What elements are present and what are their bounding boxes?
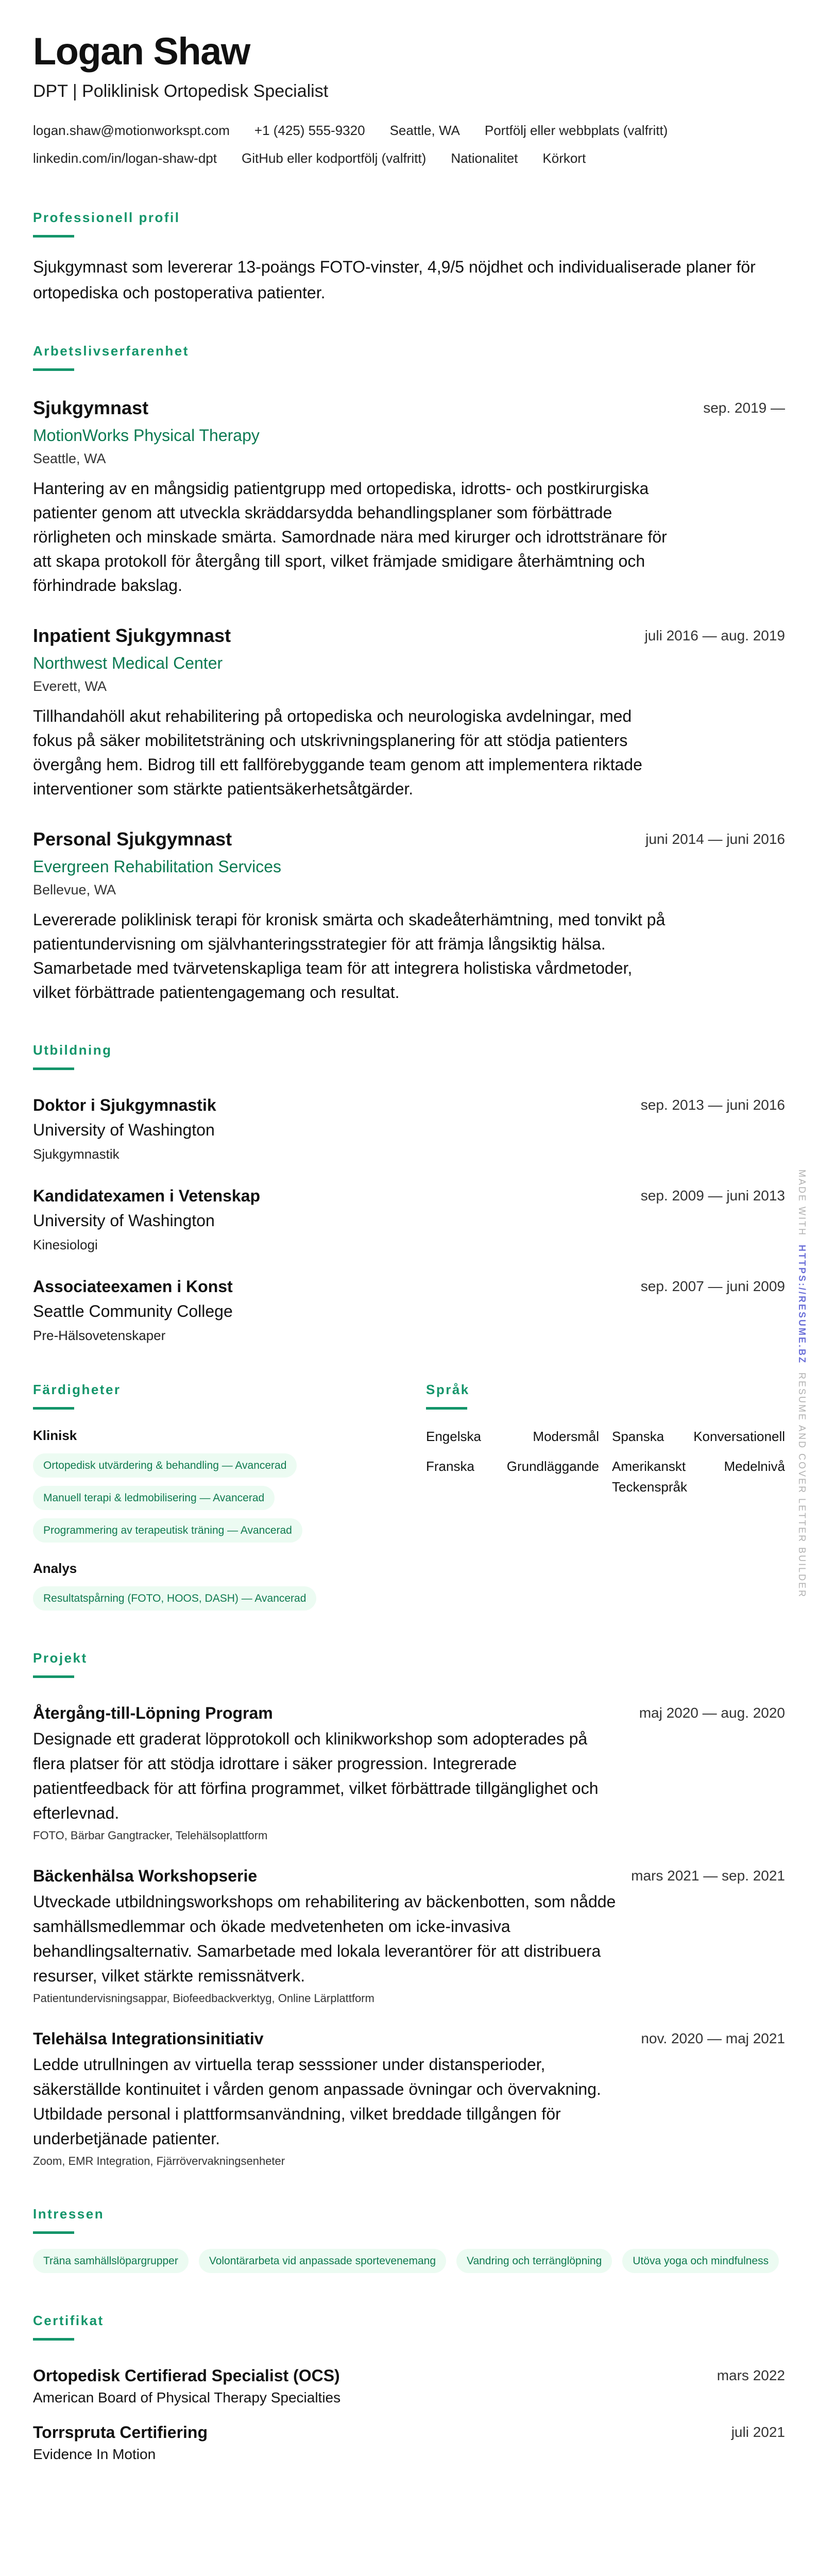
contact-phone: +1 (425) 555-9320 <box>254 123 365 138</box>
section-heading: Projekt <box>33 1650 88 1666</box>
certificate-entry <box>33 2422 785 2463</box>
profile-section <box>33 208 785 306</box>
skills-languages-row <box>33 1344 785 1611</box>
certificate-issuer: American Board of Physical Therapy Specialties <box>33 2389 341 2405</box>
interest-chip: Utöva yoga och mindfulness <box>622 2249 779 2273</box>
builder-watermark <box>796 1170 807 1598</box>
skill-chip-list <box>33 1586 426 1611</box>
certificate-date: mars 2022 <box>717 2367 785 2383</box>
project-date: maj 2020 — aug. 2020 <box>639 1705 785 1721</box>
language-name: Franska <box>426 1459 474 1474</box>
contact-list <box>33 116 785 172</box>
project-title: Återgång-till-Löpning Program <box>33 1704 273 1722</box>
section-divider <box>33 1067 74 1070</box>
degree-title: Associateexamen i Konst <box>33 1277 233 1296</box>
interest-chip: Vandring och terränglöpning <box>456 2249 612 2273</box>
skill-chip: Programmering av terapeutisk träning — Avancerad <box>33 1518 302 1543</box>
projects-section <box>33 1649 785 2168</box>
section-heading: Professionell profil <box>33 210 180 225</box>
project-title: Telehälsa Integrationsinitiativ <box>33 2029 264 2048</box>
watermark-link[interactable]: HTTPS://RESUME.BZ <box>797 1245 807 1365</box>
job-company: Evergreen Rehabilitation Services <box>33 857 282 876</box>
job-title: Personal Sjukgymnast <box>33 828 232 850</box>
section-heading: Färdigheter <box>33 1382 121 1397</box>
education-entry <box>33 1276 785 1344</box>
project-entry <box>33 1703 785 1843</box>
job-entry <box>33 828 785 1005</box>
certificate-title: Ortopedisk Certifierad Specialist (OCS) <box>33 2366 340 2385</box>
profile-text: Sjukgymnast som levererar 13-poängs FOTO-vinster, 4,9/5 nöjdhet och individualiserade planer för ortopediska och postoperativa patienter. <box>33 258 756 302</box>
section-divider <box>33 2231 74 2234</box>
contact-portfolio[interactable]: Portfölj eller webbplats (valfritt) <box>484 123 668 138</box>
field-of-study: Kinesiologi <box>33 1237 98 1252</box>
job-entry <box>33 624 785 801</box>
education-entry <box>33 1185 785 1253</box>
certificate-issuer: Evidence In Motion <box>33 2446 156 2462</box>
contact-linkedin[interactable]: linkedin.com/in/logan-shaw-dpt <box>33 150 217 166</box>
job-date: juni 2014 — juni 2016 <box>645 831 785 847</box>
section-heading: Utbildning <box>33 1042 112 1058</box>
project-date: mars 2021 — sep. 2021 <box>631 1868 785 1884</box>
project-tech: FOTO, Bärbar Gangtracker, Telehälsoplattform <box>33 1829 268 1842</box>
certificate-date: juli 2021 <box>731 2424 785 2440</box>
school-name: Seattle Community College <box>33 1302 233 1320</box>
job-company: Northwest Medical Center <box>33 654 223 672</box>
section-divider <box>33 1675 74 1678</box>
language-item <box>426 1456 599 1497</box>
job-title: Sjukgymnast <box>33 397 149 418</box>
resume-page <box>33 0 785 2476</box>
skill-chip-list <box>33 1453 426 1543</box>
skill-chip: Ortopedisk utvärdering & behandling — Avancerad <box>33 1453 297 1478</box>
section-heading: Intressen <box>33 2206 105 2222</box>
watermark-prefix: MADE WITH <box>797 1170 807 1236</box>
language-item <box>612 1456 785 1497</box>
section-divider <box>33 368 74 371</box>
certificate-title: Torrspruta Certifiering <box>33 2423 208 2442</box>
skill-group-title: Klinisk <box>33 1428 77 1443</box>
language-name: Amerikanskt Teckenspråk <box>612 1459 687 1495</box>
contact-location: Seattle, WA <box>389 123 460 138</box>
project-description: Ledde utrullningen av virtuella terap sesssioner under distansperioder, säkerställde kontinuitet i vården genom anpassade övningar och övervakning. Utbildade personal i plattformsanvändning, vilket breddade tillgången för underbetjänade patienter. <box>33 2055 601 2148</box>
job-location: Seattle, WA <box>33 451 106 466</box>
contact-email[interactable]: logan.shaw@motionworkspt.com <box>33 123 230 138</box>
degree-title: Kandidatexamen i Vetenskap <box>33 1187 261 1205</box>
interests-section <box>33 2205 785 2273</box>
languages-section <box>426 1344 785 1611</box>
section-divider <box>33 1407 74 1410</box>
job-location: Bellevue, WA <box>33 882 116 897</box>
skill-chip: Resultatspårning (FOTO, HOOS, DASH) — Avancerad <box>33 1586 316 1611</box>
contact-license: Körkort <box>542 150 586 166</box>
project-entry <box>33 2028 785 2168</box>
interest-chip: Träna samhällslöpargrupper <box>33 2249 189 2273</box>
interest-chip-list <box>33 2249 785 2273</box>
job-date: sep. 2019 — <box>703 400 785 416</box>
field-of-study: Pre-Hälsovetenskaper <box>33 1328 166 1343</box>
experience-section <box>33 342 785 1005</box>
job-description: Tillhandahöll akut rehabilitering på ortopediska och neurologiska avdelningar, med fokus på säker mobilitetsträning och utskrivningsplanering för att stödja patienters övergång hem. Bidrog till ett fallförebyggande team genom att implementera riktade interventioner som stärkte patientsäkerhetsåtgärder. <box>33 707 642 798</box>
contact-nationality: Nationalitet <box>451 150 518 166</box>
education-section <box>33 1041 785 1344</box>
section-divider <box>33 235 74 238</box>
language-item <box>426 1426 599 1447</box>
skills-section <box>33 1344 426 1611</box>
language-level: Medelnivå <box>724 1459 785 1474</box>
interest-chip: Volontärarbeta vid anpassade sportevenemang <box>199 2249 446 2273</box>
job-description: Hantering av en mångsidig patientgrupp med ortopediska, idrotts- och postkirurgiska patienter genom att utveckla skräddarsydda behandlingsplaner som förbättrade rörligheten och minskade smärta. Samordnade nära med kirurger och idrottstränare för att skapa protokoll för återgång till sport, vilket främjade smidigare återhämtning och förhindrade bakslag. <box>33 479 667 595</box>
section-divider <box>33 2338 74 2341</box>
certificate-entry <box>33 2365 785 2406</box>
project-tech: Patientundervisningsappar, Biofeedbackverktyg, Online Lärplattform <box>33 1992 374 2005</box>
project-description: Utveckade utbildningsworkshops om rehabilitering av bäckenbotten, som nådde samhällsmedlemmar och ökade medvetenheten om icke-invasiva behandlingsalternativ. Samarbetade med lokala leverantörer för att distribuera resurser, vilket stärkte remissnätverk. <box>33 1892 616 1985</box>
education-date: sep. 2009 — juni 2013 <box>640 1188 785 1204</box>
language-level: Konversationell <box>693 1429 785 1444</box>
watermark-suffix: RESUME AND COVER LETTER BUILDER <box>797 1372 807 1599</box>
skill-group-title: Analys <box>33 1561 77 1576</box>
project-entry <box>33 1866 785 2006</box>
candidate-name: Logan Shaw <box>33 30 250 73</box>
language-name: Engelska <box>426 1429 481 1444</box>
education-entry <box>33 1095 785 1163</box>
degree-title: Doktor i Sjukgymnastik <box>33 1096 216 1114</box>
skill-chip: Manuell terapi & ledmobilisering — Avancerad <box>33 1486 275 1510</box>
section-divider <box>426 1407 467 1410</box>
language-level: Grundläggande <box>506 1459 599 1474</box>
job-date: juli 2016 — aug. 2019 <box>644 628 785 643</box>
certificates-section <box>33 2311 785 2463</box>
job-location: Everett, WA <box>33 679 107 694</box>
language-name: Spanska <box>612 1429 664 1444</box>
job-entry <box>33 397 785 598</box>
language-level: Modersmål <box>533 1429 599 1444</box>
language-list <box>426 1426 785 1497</box>
job-description: Levererade poliklinisk terapi för kronisk smärta och skadeåterhämtning, med tonvikt på patientundervisning om självhanteringsstrategier för att främja långsiktig hälsa. Samarbetade med tvärvetenskapliga team för att integrera holistiska vårdmetoder, vilket förbättrade patientengagemang och resultat. <box>33 910 666 1002</box>
school-name: University of Washington <box>33 1211 215 1230</box>
contact-github[interactable]: GitHub eller kodportfölj (valfritt) <box>241 150 427 166</box>
section-heading: Certifikat <box>33 2313 104 2328</box>
section-heading: Språk <box>426 1382 470 1397</box>
section-heading: Arbetslivserfarenhet <box>33 343 189 359</box>
project-tech: Zoom, EMR Integration, Fjärrövervakningsenheter <box>33 2155 285 2167</box>
education-date: sep. 2007 — juni 2009 <box>640 1278 785 1294</box>
job-company: MotionWorks Physical Therapy <box>33 426 260 445</box>
field-of-study: Sjukgymnastik <box>33 1146 120 1162</box>
candidate-title: DPT | Poliklinisk Ortopedisk Specialist <box>33 81 329 101</box>
education-date: sep. 2013 — juni 2016 <box>640 1097 785 1113</box>
project-description: Designade ett graderat löpprotokoll och klinikworkshop som adopterades på flera platser för att stödja idrottare i säker progression. Integrerade patientfeedback för att förfina programmet, vilket förbättrade tillgänglighet och efterlevnad. <box>33 1730 599 1822</box>
language-item <box>612 1426 785 1447</box>
project-date: nov. 2020 — maj 2021 <box>641 2030 785 2046</box>
school-name: University of Washington <box>33 1121 215 1139</box>
project-title: Bäckenhälsa Workshopserie <box>33 1867 258 1885</box>
job-title: Inpatient Sjukgymnast <box>33 625 231 646</box>
